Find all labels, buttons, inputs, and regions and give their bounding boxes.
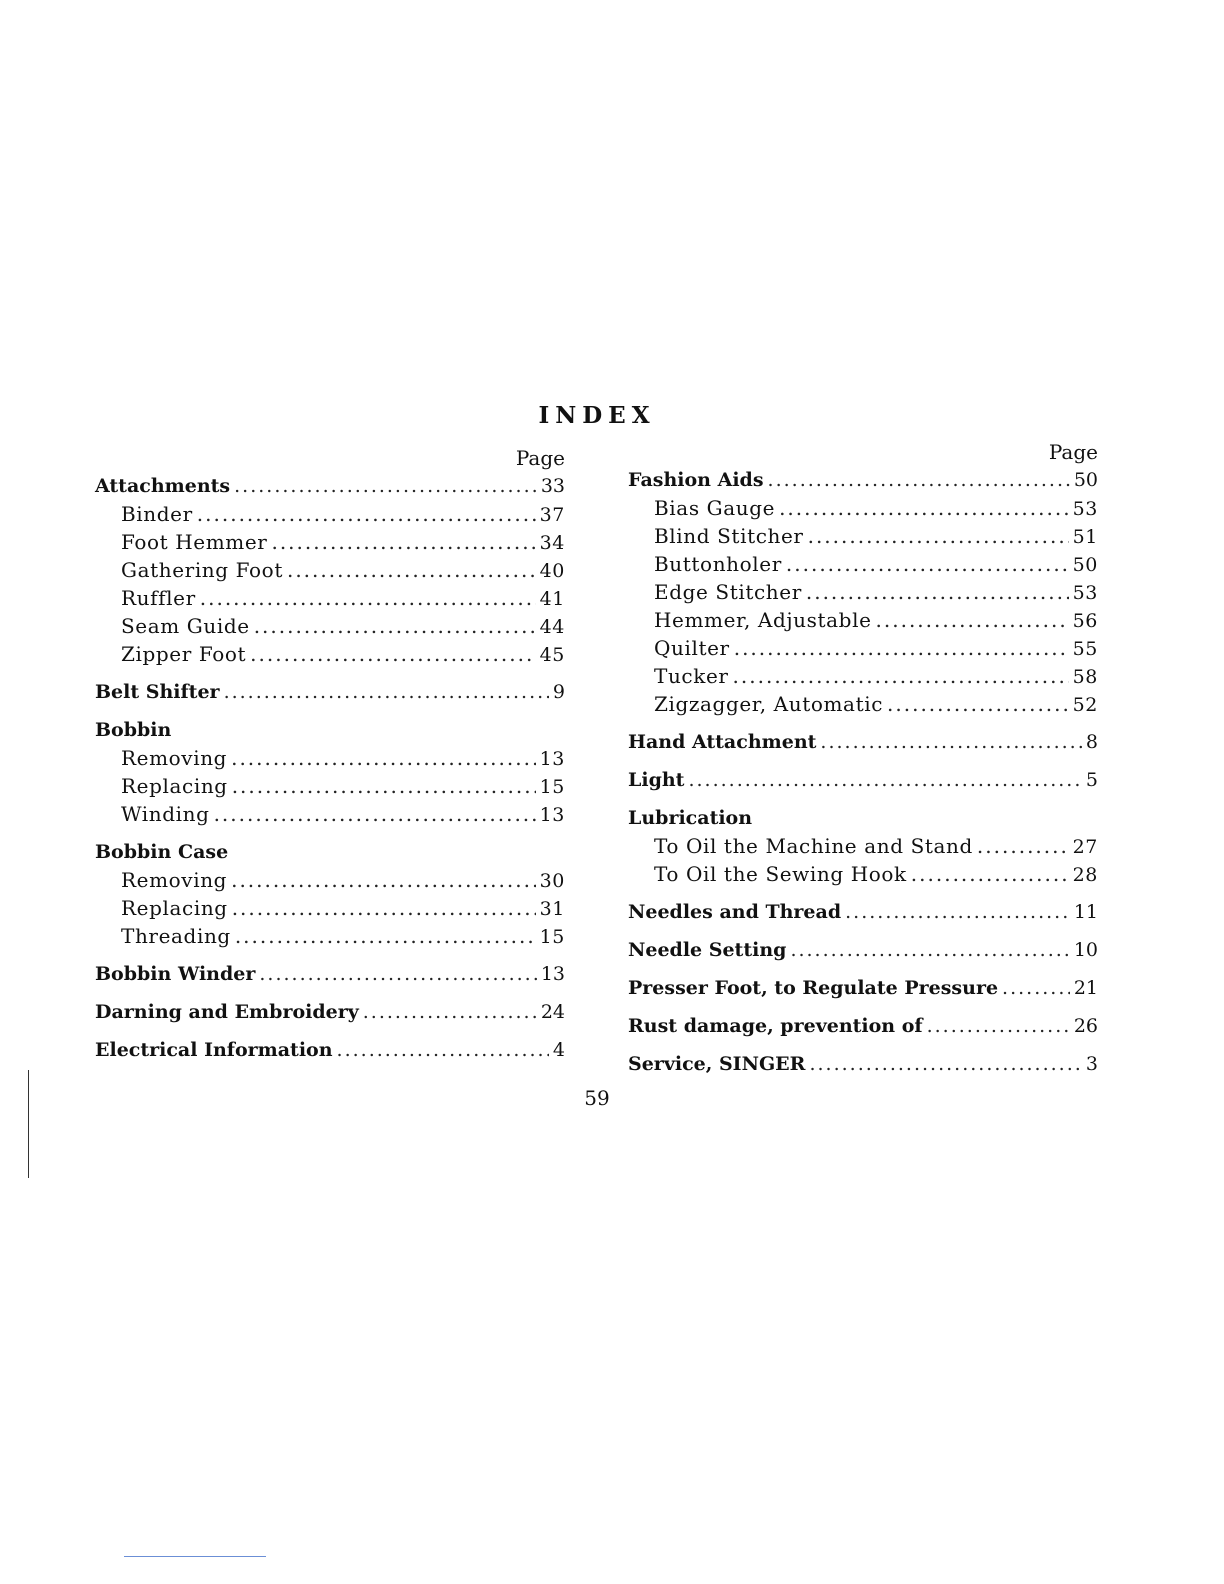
- dot-leader: [733, 662, 1069, 690]
- entry-label: Presser Foot, to Regulate Pressure: [628, 977, 999, 999]
- index-entry: [95, 716, 565, 744]
- index-entry: [628, 466, 1098, 494]
- index-subentry: [628, 522, 1098, 550]
- entry-label: Gathering Foot: [121, 558, 283, 582]
- dot-leader: [927, 1012, 1070, 1040]
- entry-page-number: 24: [540, 1001, 565, 1023]
- index-subentry: [628, 860, 1098, 888]
- dot-leader: [234, 472, 537, 500]
- entry-page-number: 58: [1072, 666, 1098, 688]
- index-entry: [628, 1050, 1098, 1078]
- entry-label: Darning and Embroidery: [95, 1001, 359, 1023]
- index-subentry: [95, 556, 565, 584]
- index-subentry: [628, 634, 1098, 662]
- entry-page-number: 31: [539, 898, 565, 920]
- entry-label: Removing: [121, 868, 228, 892]
- entry-page-number: 40: [539, 560, 565, 582]
- entry-label: Bobbin Case: [95, 841, 229, 863]
- entry-page-number: 56: [1072, 610, 1098, 632]
- entry-label: Quilter: [654, 636, 730, 660]
- entry-page-number: 28: [1072, 864, 1098, 886]
- index-entry: [95, 472, 565, 500]
- index-column-right: [628, 438, 1098, 1078]
- index-subentry: [628, 832, 1098, 860]
- dot-leader: [845, 898, 1070, 926]
- entry-page-number: 34: [539, 532, 565, 554]
- entry-label: Service, SINGER: [628, 1053, 806, 1075]
- entry-page-number: 9: [552, 681, 565, 703]
- index-entry: [628, 974, 1098, 1002]
- entry-label: Fashion Aids: [628, 469, 764, 491]
- index-subentry: [95, 894, 565, 922]
- index-entry: [628, 766, 1098, 794]
- entry-label: Buttonholer: [654, 552, 782, 576]
- index-subentry: [95, 500, 565, 528]
- entry-page-number: 13: [539, 804, 565, 826]
- entry-page-number: 21: [1073, 977, 1098, 999]
- index-column-left: [95, 444, 565, 1064]
- entry-label: Electrical Information: [95, 1039, 333, 1061]
- entry-label: Seam Guide: [121, 614, 250, 638]
- index-entry-list: [95, 472, 565, 1064]
- dot-leader: [806, 578, 1069, 606]
- dot-leader: [259, 960, 536, 988]
- entry-page-number: 15: [539, 926, 565, 948]
- entry-page-number: 50: [1073, 469, 1098, 491]
- entry-label: Removing: [121, 746, 228, 770]
- dot-leader: [214, 800, 536, 828]
- dot-leader: [1002, 974, 1070, 1002]
- entry-label: To Oil the Sewing Hook: [654, 862, 907, 886]
- dot-leader: [363, 998, 537, 1026]
- dot-leader: [808, 522, 1069, 550]
- entry-label: To Oil the Machine and Stand: [654, 834, 973, 858]
- entry-page-number: 45: [539, 644, 565, 666]
- index-subentry: [95, 612, 565, 640]
- dot-leader: [734, 634, 1069, 662]
- entry-page-number: 52: [1072, 694, 1098, 716]
- entry-label: Blind Stitcher: [654, 524, 804, 548]
- entry-label: Edge Stitcher: [654, 580, 802, 604]
- dot-leader: [911, 860, 1069, 888]
- page-number: 59: [584, 1086, 610, 1110]
- entry-label: Bobbin: [95, 719, 172, 741]
- index-entry: [95, 678, 565, 706]
- dot-leader: [688, 766, 1081, 794]
- entry-page-number: 41: [539, 588, 565, 610]
- index-subentry: [628, 550, 1098, 578]
- entry-label: Replacing: [121, 774, 228, 798]
- entry-page-number: 13: [540, 963, 565, 985]
- dot-leader: [790, 936, 1069, 964]
- entry-label: Winding: [121, 802, 210, 826]
- entry-label: Tucker: [654, 664, 729, 688]
- index-subentry: [95, 528, 565, 556]
- dot-leader: [786, 550, 1069, 578]
- entry-label: Hemmer, Adjustable: [654, 608, 872, 632]
- scan-artifact-line: [28, 1070, 29, 1178]
- entry-label: Foot Hemmer: [121, 530, 268, 554]
- index-entry: [95, 998, 565, 1026]
- entry-page-number: 50: [1072, 554, 1098, 576]
- entry-page-number: 33: [540, 475, 565, 497]
- entry-label: Belt Shifter: [95, 681, 220, 703]
- dot-leader: [876, 606, 1069, 634]
- entry-page-number: 44: [539, 616, 565, 638]
- entry-label: Bobbin Winder: [95, 963, 256, 985]
- index-subentry: [628, 494, 1098, 522]
- dot-leader: [887, 690, 1069, 718]
- entry-label: Threading: [121, 924, 231, 948]
- index-subentry: [95, 772, 565, 800]
- index-entry: [628, 1012, 1098, 1040]
- index-subentry: [95, 922, 565, 950]
- index-subentry: [628, 606, 1098, 634]
- entry-page-number: 5: [1085, 769, 1098, 791]
- index-subentry: [95, 640, 565, 668]
- entry-page-number: 3: [1085, 1053, 1098, 1075]
- dot-leader: [809, 1050, 1081, 1078]
- entry-label: Ruffler: [121, 586, 196, 610]
- dot-leader: [254, 612, 536, 640]
- entry-label: Zipper Foot: [121, 642, 247, 666]
- index-entry: [95, 1036, 565, 1064]
- dot-leader: [820, 728, 1081, 756]
- dot-leader: [337, 1036, 549, 1064]
- index-subentry: [95, 866, 565, 894]
- index-subentry: [628, 662, 1098, 690]
- entry-label: Attachments: [95, 475, 231, 497]
- dot-leader: [287, 556, 536, 584]
- entry-page-number: 10: [1073, 939, 1098, 961]
- entry-page-number: 53: [1072, 498, 1098, 520]
- entry-page-number: 55: [1072, 638, 1098, 660]
- entry-page-number: 8: [1085, 731, 1098, 753]
- entry-page-number: 13: [539, 748, 565, 770]
- index-entry: [628, 898, 1098, 926]
- entry-page-number: 4: [552, 1039, 565, 1061]
- entry-page-number: 51: [1072, 526, 1098, 548]
- index-subentry: [628, 690, 1098, 718]
- entry-page-number: 37: [539, 504, 565, 526]
- entry-page-number: 30: [539, 870, 565, 892]
- dot-leader: [224, 678, 549, 706]
- index-entry: [628, 936, 1098, 964]
- dot-leader: [779, 494, 1069, 522]
- entry-page-number: 11: [1073, 901, 1098, 923]
- index-entry: [628, 804, 1098, 832]
- index-subentry: [95, 584, 565, 612]
- dot-leader: [197, 500, 536, 528]
- entry-label: Needle Setting: [628, 939, 787, 961]
- dot-leader: [235, 922, 536, 950]
- dot-leader: [231, 744, 536, 772]
- page-column-header: Page: [1048, 440, 1098, 464]
- entry-label: Replacing: [121, 896, 228, 920]
- dot-leader: [768, 466, 1070, 494]
- index-subentry: [628, 578, 1098, 606]
- entry-label: Hand Attachment: [628, 731, 817, 753]
- index-subentry: [95, 800, 565, 828]
- entry-page-number: 27: [1072, 836, 1098, 858]
- index-subentry: [95, 744, 565, 772]
- dot-leader: [231, 866, 536, 894]
- dot-leader: [232, 772, 536, 800]
- dot-leader: [200, 584, 536, 612]
- dot-leader: [250, 640, 535, 668]
- dot-leader: [271, 528, 535, 556]
- entry-page-number: 15: [539, 776, 565, 798]
- entry-label: Light: [628, 769, 685, 791]
- entry-label: Needles and Thread: [628, 901, 842, 923]
- index-entry: [95, 838, 565, 866]
- entry-label: Bias Gauge: [654, 496, 776, 520]
- entry-label: Binder: [121, 502, 193, 526]
- entry-label: Lubrication: [628, 807, 753, 829]
- page-title: INDEX: [538, 402, 656, 429]
- index-entry: [95, 960, 565, 988]
- page-column-header: Page: [515, 446, 565, 470]
- scan-artifact-bar: [124, 1556, 266, 1557]
- entry-label: Zigzagger, Automatic: [654, 692, 884, 716]
- index-entry-list: [628, 466, 1098, 1078]
- entry-page-number: 26: [1073, 1015, 1098, 1037]
- dot-leader: [977, 832, 1069, 860]
- entry-page-number: 53: [1072, 582, 1098, 604]
- entry-label: Rust damage, prevention of: [628, 1015, 923, 1037]
- dot-leader: [232, 894, 536, 922]
- index-entry: [628, 728, 1098, 756]
